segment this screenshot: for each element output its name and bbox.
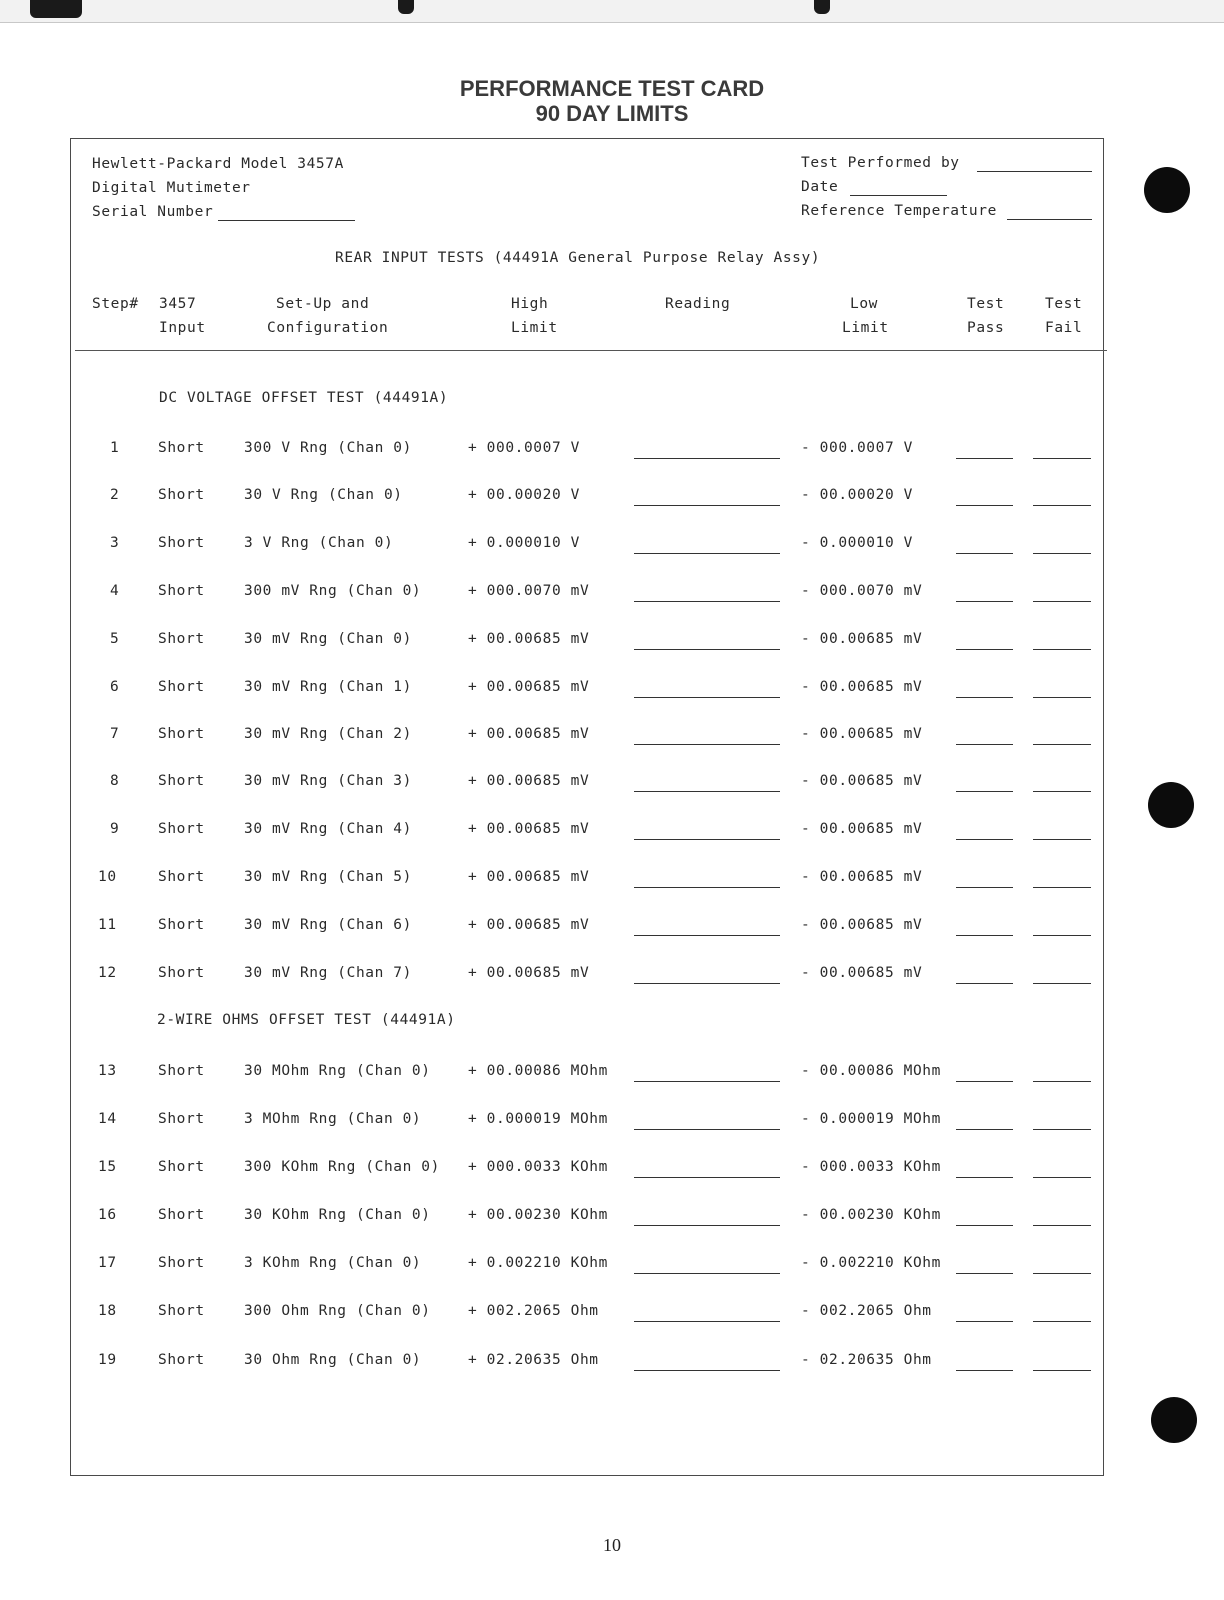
scan-mark: [398, 0, 414, 14]
performed-by-label: Test Performed by: [801, 155, 960, 171]
input-cell: Short: [158, 440, 205, 456]
col-high-1: High: [511, 296, 549, 312]
step-number: 8: [110, 773, 120, 789]
setup-cell: 30 mV Rng (Chan 7): [244, 965, 412, 981]
serial-label: Serial Number: [92, 204, 214, 220]
input-cell: Short: [158, 487, 205, 503]
reading-field[interactable]: [634, 983, 780, 984]
step-number: 6: [110, 679, 120, 695]
scan-mark: [814, 0, 830, 14]
step-number: 13: [98, 1063, 117, 1079]
test-fail-field[interactable]: [1033, 1273, 1091, 1274]
test-pass-field[interactable]: [956, 601, 1013, 602]
col-input-2: Input: [159, 320, 206, 336]
high-limit-cell: + 002.2065 Ohm: [468, 1303, 599, 1319]
input-cell: Short: [158, 1255, 205, 1271]
reading-field[interactable]: [634, 1081, 780, 1082]
high-limit-cell: + 000.0007 V: [468, 440, 580, 456]
reading-field[interactable]: [634, 887, 780, 888]
setup-cell: 3 KOhm Rng (Chan 0): [244, 1255, 422, 1271]
step-number: 4: [110, 583, 120, 599]
reading-field[interactable]: [634, 791, 780, 792]
reading-field[interactable]: [634, 1273, 780, 1274]
high-limit-cell: + 00.00685 mV: [468, 773, 590, 789]
high-limit-cell: + 00.00685 mV: [468, 917, 590, 933]
high-limit-cell: + 00.00685 mV: [468, 869, 590, 885]
low-limit-cell: - 00.00020 V: [801, 487, 913, 503]
test-pass-field[interactable]: [956, 553, 1013, 554]
test-pass-field[interactable]: [956, 458, 1013, 459]
low-limit-cell: - 000.0070 mV: [801, 583, 923, 599]
setup-cell: 300 KOhm Rng (Chan 0): [244, 1159, 440, 1175]
high-limit-cell: + 00.00685 mV: [468, 631, 590, 647]
low-limit-cell: - 00.00685 mV: [801, 965, 923, 981]
setup-cell: 300 Ohm Rng (Chan 0): [244, 1303, 431, 1319]
low-limit-cell: - 00.00685 mV: [801, 679, 923, 695]
test-fail-field[interactable]: [1033, 1129, 1091, 1130]
col-pass-1: Test: [967, 296, 1005, 312]
test-pass-field[interactable]: [956, 1081, 1013, 1082]
col-low-1: Low: [850, 296, 878, 312]
col-input-1: 3457: [159, 296, 197, 312]
reading-field[interactable]: [634, 553, 780, 554]
input-cell: Short: [158, 1111, 205, 1127]
step-number: 15: [98, 1159, 117, 1175]
high-limit-cell: + 00.00230 KOhm: [468, 1207, 608, 1223]
high-limit-cell: + 000.0033 KOhm: [468, 1159, 608, 1175]
test-fail-field[interactable]: [1033, 505, 1091, 506]
step-number: 12: [98, 965, 117, 981]
test-fail-field[interactable]: [1033, 744, 1091, 745]
test-fail-field[interactable]: [1033, 649, 1091, 650]
reading-field[interactable]: [634, 1177, 780, 1178]
step-number: 5: [110, 631, 120, 647]
high-limit-cell: + 00.00020 V: [468, 487, 580, 503]
header-divider: [75, 350, 1107, 351]
col-pass-2: Pass: [967, 320, 1005, 336]
reading-field[interactable]: [634, 601, 780, 602]
performed-by-field[interactable]: [977, 171, 1092, 172]
setup-cell: 300 V Rng (Chan 0): [244, 440, 412, 456]
col-fail-2: Fail: [1045, 320, 1083, 336]
high-limit-cell: + 0.002210 KOhm: [468, 1255, 608, 1271]
test-fail-field[interactable]: [1033, 1225, 1091, 1226]
scan-mark: [30, 0, 82, 18]
test-pass-field[interactable]: [956, 791, 1013, 792]
test-fail-field[interactable]: [1033, 601, 1091, 602]
setup-cell: 300 mV Rng (Chan 0): [244, 583, 422, 599]
setup-cell: 30 mV Rng (Chan 2): [244, 726, 412, 742]
input-cell: Short: [158, 1207, 205, 1223]
input-cell: Short: [158, 1303, 205, 1319]
reading-field[interactable]: [634, 505, 780, 506]
test-fail-field[interactable]: [1033, 553, 1091, 554]
low-limit-cell: - 0.000010 V: [801, 535, 913, 551]
ohms-group-title: 2-WIRE OHMS OFFSET TEST (44491A): [157, 1012, 456, 1028]
input-cell: Short: [158, 773, 205, 789]
low-limit-cell: - 00.00685 mV: [801, 631, 923, 647]
reading-field[interactable]: [634, 1321, 780, 1322]
step-number: 7: [110, 726, 120, 742]
scan-edge: [0, 0, 1224, 23]
reading-field[interactable]: [634, 744, 780, 745]
input-cell: Short: [158, 679, 205, 695]
test-fail-field[interactable]: [1033, 935, 1091, 936]
reading-field[interactable]: [634, 1370, 780, 1371]
test-fail-field[interactable]: [1033, 1081, 1091, 1082]
test-fail-field[interactable]: [1033, 1177, 1091, 1178]
test-pass-field[interactable]: [956, 649, 1013, 650]
input-cell: Short: [158, 917, 205, 933]
test-card: [70, 138, 1104, 1476]
step-number: 16: [98, 1207, 117, 1223]
step-number: 1: [110, 440, 120, 456]
title-line-1: PERFORMANCE TEST CARD: [459, 76, 765, 101]
input-cell: Short: [158, 1063, 205, 1079]
high-limit-cell: + 00.00685 mV: [468, 965, 590, 981]
input-cell: Short: [158, 535, 205, 551]
binder-hole: [1151, 1397, 1197, 1443]
test-fail-field[interactable]: [1033, 697, 1091, 698]
high-limit-cell: + 00.00685 mV: [468, 679, 590, 695]
test-pass-field[interactable]: [956, 1321, 1013, 1322]
low-limit-cell: - 0.002210 KOhm: [801, 1255, 941, 1271]
col-step: Step#: [92, 296, 139, 312]
test-fail-field[interactable]: [1033, 458, 1091, 459]
dc-group-title: DC VOLTAGE OFFSET TEST (44491A): [159, 390, 449, 406]
test-fail-field[interactable]: [1033, 887, 1091, 888]
setup-cell: 30 Ohm Rng (Chan 0): [244, 1352, 422, 1368]
instrument-text: Digital Mutimeter: [92, 180, 251, 196]
setup-cell: 30 MOhm Rng (Chan 0): [244, 1063, 431, 1079]
setup-cell: 30 mV Rng (Chan 1): [244, 679, 412, 695]
step-number: 3: [110, 535, 120, 551]
test-pass-field[interactable]: [956, 983, 1013, 984]
page-title: [0, 76, 1224, 126]
section-title: REAR INPUT TESTS (44491A General Purpose Relay Assy): [335, 250, 821, 266]
test-pass-field[interactable]: [956, 505, 1013, 506]
high-limit-cell: + 00.00685 mV: [468, 726, 590, 742]
setup-cell: 30 mV Rng (Chan 0): [244, 631, 412, 647]
test-pass-field[interactable]: [956, 1370, 1013, 1371]
high-limit-cell: + 000.0070 mV: [468, 583, 590, 599]
low-limit-cell: - 000.0007 V: [801, 440, 913, 456]
test-pass-field[interactable]: [956, 1273, 1013, 1274]
setup-cell: 30 mV Rng (Chan 4): [244, 821, 412, 837]
test-pass-field[interactable]: [956, 1177, 1013, 1178]
col-setup-1: Set-Up and: [276, 296, 370, 312]
input-cell: Short: [158, 583, 205, 599]
model-text: Hewlett-Packard Model 3457A: [92, 156, 344, 172]
input-cell: Short: [158, 821, 205, 837]
setup-cell: 30 mV Rng (Chan 6): [244, 917, 412, 933]
high-limit-cell: + 0.000010 V: [468, 535, 580, 551]
test-pass-field[interactable]: [956, 697, 1013, 698]
low-limit-cell: - 00.00685 mV: [801, 726, 923, 742]
high-limit-cell: + 02.20635 Ohm: [468, 1352, 599, 1368]
input-cell: Short: [158, 1352, 205, 1368]
setup-cell: 30 V Rng (Chan 0): [244, 487, 403, 503]
test-pass-field[interactable]: [956, 1129, 1013, 1130]
date-field[interactable]: [850, 195, 947, 196]
low-limit-cell: - 02.20635 Ohm: [801, 1352, 932, 1368]
step-number: 19: [98, 1352, 117, 1368]
setup-cell: 30 mV Rng (Chan 3): [244, 773, 412, 789]
col-low-2: Limit: [842, 320, 889, 336]
high-limit-cell: + 00.00086 MOhm: [468, 1063, 608, 1079]
low-limit-cell: - 002.2065 Ohm: [801, 1303, 932, 1319]
test-fail-field[interactable]: [1033, 1370, 1091, 1371]
setup-cell: 30 KOhm Rng (Chan 0): [244, 1207, 431, 1223]
test-pass-field[interactable]: [956, 887, 1013, 888]
low-limit-cell: - 00.00685 mV: [801, 869, 923, 885]
test-pass-field[interactable]: [956, 744, 1013, 745]
step-number: 9: [110, 821, 120, 837]
col-fail-1: Test: [1045, 296, 1083, 312]
high-limit-cell: + 0.000019 MOhm: [468, 1111, 608, 1127]
input-cell: Short: [158, 1159, 205, 1175]
test-pass-field[interactable]: [956, 1225, 1013, 1226]
ref-temp-label: Reference Temperature: [801, 203, 997, 219]
step-number: 2: [110, 487, 120, 503]
reading-field[interactable]: [634, 1129, 780, 1130]
setup-cell: 3 V Rng (Chan 0): [244, 535, 394, 551]
col-reading: Reading: [665, 296, 731, 312]
input-cell: Short: [158, 726, 205, 742]
step-number: 11: [98, 917, 117, 933]
col-setup-2: Configuration: [267, 320, 389, 336]
low-limit-cell: - 0.000019 MOhm: [801, 1111, 941, 1127]
step-number: 10: [98, 869, 117, 885]
low-limit-cell: - 00.00685 mV: [801, 821, 923, 837]
test-fail-field[interactable]: [1033, 1321, 1091, 1322]
reading-field[interactable]: [634, 839, 780, 840]
step-number: 18: [98, 1303, 117, 1319]
test-fail-field[interactable]: [1033, 791, 1091, 792]
reading-field[interactable]: [634, 1225, 780, 1226]
test-pass-field[interactable]: [956, 839, 1013, 840]
low-limit-cell: - 00.00086 MOhm: [801, 1063, 941, 1079]
high-limit-cell: + 00.00685 mV: [468, 821, 590, 837]
reading-field[interactable]: [634, 697, 780, 698]
page-number: 10: [603, 1535, 621, 1555]
reading-field[interactable]: [634, 649, 780, 650]
reading-field[interactable]: [634, 458, 780, 459]
input-cell: Short: [158, 869, 205, 885]
low-limit-cell: - 00.00230 KOhm: [801, 1207, 941, 1223]
binder-hole: [1148, 782, 1194, 828]
setup-cell: 3 MOhm Rng (Chan 0): [244, 1111, 422, 1127]
low-limit-cell: - 00.00685 mV: [801, 773, 923, 789]
step-number: 17: [98, 1255, 117, 1271]
reading-field[interactable]: [634, 935, 780, 936]
low-limit-cell: - 00.00685 mV: [801, 917, 923, 933]
title-line-2: 90 DAY LIMITS: [535, 101, 689, 126]
binder-hole: [1144, 167, 1190, 213]
serial-field[interactable]: [218, 220, 355, 221]
input-cell: Short: [158, 631, 205, 647]
col-high-2: Limit: [511, 320, 558, 336]
input-cell: Short: [158, 965, 205, 981]
step-number: 14: [98, 1111, 117, 1127]
date-label: Date: [801, 179, 839, 195]
low-limit-cell: - 000.0033 KOhm: [801, 1159, 941, 1175]
setup-cell: 30 mV Rng (Chan 5): [244, 869, 412, 885]
test-fail-field[interactable]: [1033, 839, 1091, 840]
ref-temp-field[interactable]: [1007, 219, 1092, 220]
test-pass-field[interactable]: [956, 935, 1013, 936]
test-fail-field[interactable]: [1033, 983, 1091, 984]
